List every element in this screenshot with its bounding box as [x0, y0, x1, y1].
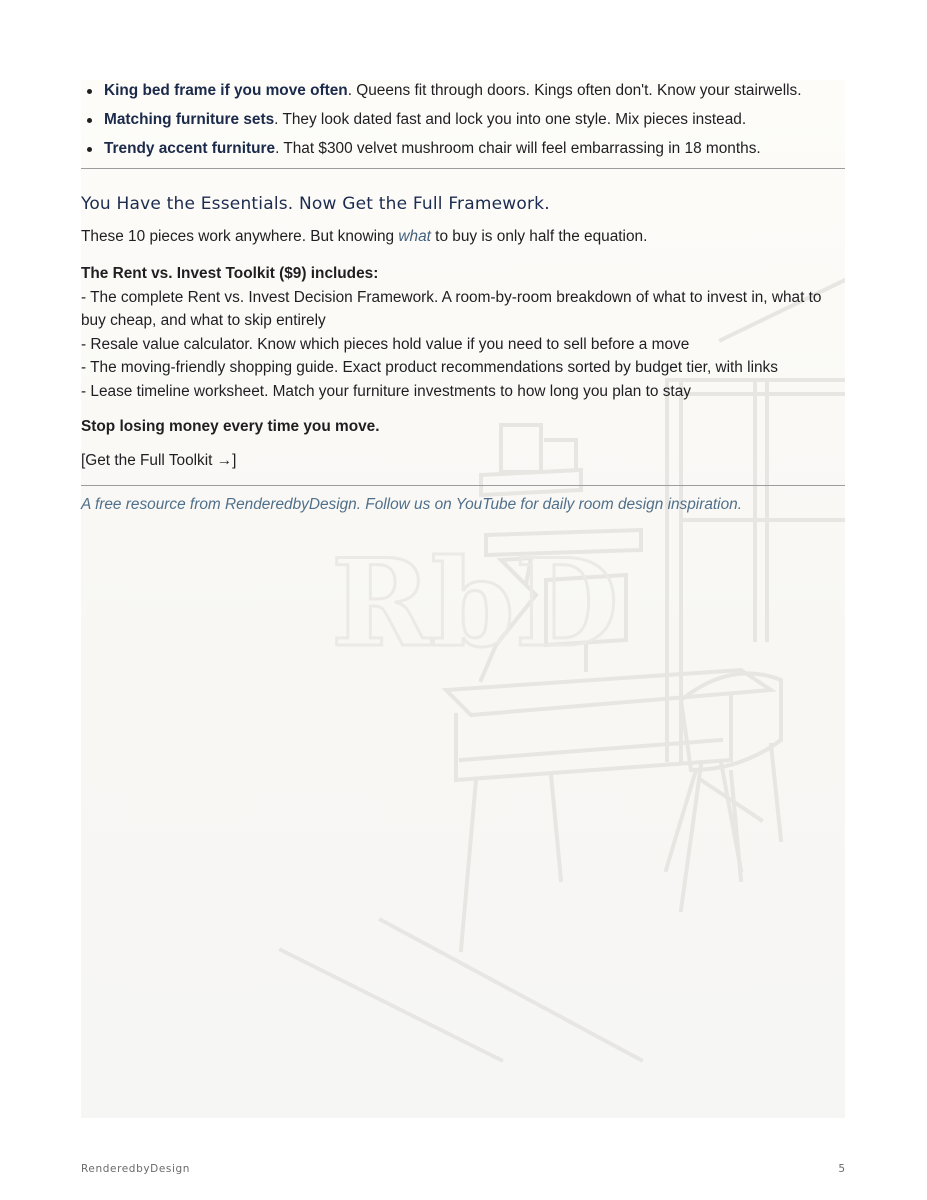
divider: [81, 485, 845, 486]
avoid-list: [81, 80, 845, 160]
list-item-text: . That $300 velvet mushroom chair will feel embarrassing in 18 months.: [275, 140, 761, 157]
toolkit-item: - Resale value calculator. Know which pieces hold value if you need to sell before a move: [81, 335, 690, 353]
toolkit-item: - Lease timeline worksheet. Match your furniture investments to how long you plan to stay: [81, 382, 691, 400]
intro-text-start: These 10 pieces work anywhere. But knowing: [81, 228, 399, 245]
list-item-text: . They look dated fast and lock you into one style. Mix pieces instead.: [274, 111, 747, 128]
stop-line: Stop losing money every time you move.: [81, 418, 380, 435]
list-item: [81, 109, 845, 131]
list-item-title: King bed frame if you move often: [104, 82, 348, 99]
list-item-title: Matching furniture sets: [104, 111, 275, 128]
page-number: 5: [838, 1163, 845, 1175]
toolkit-block: [81, 262, 845, 403]
list-item-title: Trendy accent furniture: [104, 140, 276, 157]
list-item-text: . Queens fit through doors. Kings often don't. Know your stairwells.: [347, 82, 802, 99]
intro-paragraph: [81, 226, 845, 248]
footer-brand: RenderedbyDesign: [81, 1163, 191, 1175]
section-heading: You Have the Essentials. Now Get the Full Framework.: [81, 194, 550, 214]
toolkit-title: The Rent vs. Invest Toolkit ($9) includes:: [81, 265, 379, 282]
divider: [81, 168, 845, 169]
toolkit-item: - The complete Rent vs. Invest Decision Framework. A room-by-room breakdown of what to invest in, what to buy cheap, and what to skip entirely: [81, 288, 822, 329]
list-item: [81, 80, 845, 102]
list-item: [81, 138, 845, 160]
credit-line: A free resource from RenderedbyDesign. Follow us on YouTube for daily room design inspiration.: [81, 496, 742, 513]
intro-text-end: to buy is only half the equation.: [430, 228, 648, 245]
toolkit-item: - The moving-friendly shopping guide. Exact product recommendations sorted by budget tier, with links: [81, 359, 778, 376]
get-toolkit-link[interactable]: [Get the Full Toolkit →]: [81, 452, 237, 469]
watermark-monogram: RbD: [331, 533, 619, 674]
page-content: [81, 80, 845, 516]
intro-emphasis: what: [398, 228, 431, 245]
